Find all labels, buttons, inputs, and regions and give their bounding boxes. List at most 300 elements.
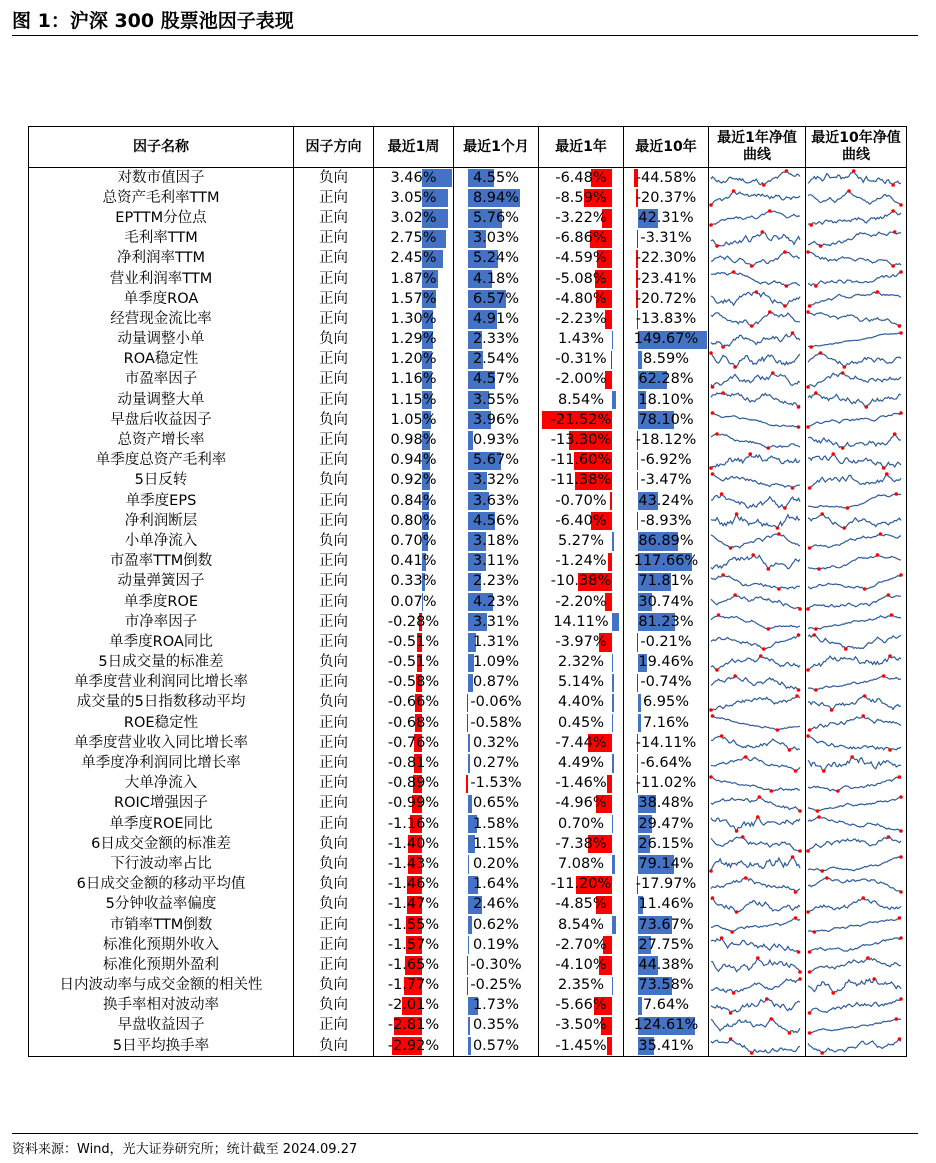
return-value: 1.31%	[472, 633, 520, 650]
return-value: 0.65%	[472, 795, 520, 812]
sparkline-extreme-dot	[847, 189, 851, 193]
return-cell-w1	[374, 915, 454, 935]
nav-sparkline	[709, 471, 806, 491]
return-cell-w1	[374, 814, 454, 834]
sparkline-cell	[709, 653, 806, 673]
factor-name: 单季度总资产毛利率	[29, 451, 294, 471]
sparkline-extreme-dot	[888, 749, 892, 753]
return-value: 8.54%	[557, 391, 605, 408]
sparkline-path	[808, 878, 901, 892]
sparkline-cell	[806, 350, 907, 370]
return-value: -0.58%	[470, 714, 522, 731]
sparkline-cell	[709, 612, 806, 632]
return-cell-y1	[539, 814, 624, 834]
sparkline-path	[808, 575, 901, 589]
nav-sparkline	[806, 915, 903, 935]
sparkline-path	[808, 797, 901, 811]
nav-sparkline	[709, 229, 806, 249]
sparkline-extreme-dot	[711, 896, 715, 900]
table-row	[29, 188, 907, 208]
sparkline-extreme-dot	[798, 607, 802, 611]
factor-direction: 负向	[294, 875, 374, 895]
sparkline-cell	[806, 511, 907, 531]
return-bar	[637, 754, 638, 772]
return-cell-y1	[539, 471, 624, 491]
return-value: 2.46%	[472, 896, 520, 913]
return-cell-y10	[624, 673, 709, 693]
factor-direction: 负向	[294, 693, 374, 713]
return-value: -8.59%	[555, 189, 607, 206]
sparkline-extreme-dot	[808, 728, 812, 732]
return-cell-y1	[539, 430, 624, 450]
sparkline-path	[808, 393, 901, 407]
sparkline-extreme-dot	[861, 896, 865, 900]
sparkline-path	[808, 191, 901, 205]
return-cell-y10	[624, 774, 709, 794]
return-cell-w1	[374, 208, 454, 228]
factor-direction: 正向	[294, 733, 374, 753]
return-cell-y10	[624, 632, 709, 652]
return-cell-m1	[454, 854, 539, 874]
sparkline-path	[808, 635, 901, 649]
sparkline-cell	[709, 410, 806, 430]
sparkline-path	[711, 958, 800, 972]
return-value: 0.33%	[390, 573, 437, 590]
sparkline-extreme-dot	[899, 997, 903, 1001]
return-value: 62.28%	[638, 371, 694, 388]
return-value: -18.12%	[635, 432, 697, 449]
return-value: 0.20%	[472, 855, 520, 872]
factor-name: 净利润断层	[29, 511, 294, 531]
return-cell-m1	[454, 733, 539, 753]
return-cell-m1	[454, 269, 539, 289]
sparkline-extreme-dot	[721, 573, 725, 577]
return-value: -20.72%	[635, 290, 697, 307]
sparkline-cell	[709, 713, 806, 733]
return-cell-m1	[454, 774, 539, 794]
return-cell-m1	[454, 451, 539, 471]
table-row	[29, 451, 907, 471]
nav-sparkline	[806, 754, 903, 774]
factor-name: 成交量的5日指数移动平均	[29, 693, 294, 713]
sparkline-path	[711, 595, 800, 609]
return-value: 19.46%	[638, 654, 694, 671]
sparkline-cell	[806, 188, 907, 208]
return-value: -20.37%	[635, 189, 697, 206]
return-value: 5.27%	[557, 532, 605, 549]
sparkline-extreme-dot	[841, 446, 845, 450]
sparkline-path	[808, 514, 901, 528]
table-row	[29, 733, 907, 753]
return-value: -1.43%	[387, 855, 440, 872]
nav-sparkline	[806, 491, 903, 511]
return-bar	[638, 714, 641, 732]
nav-sparkline	[806, 814, 903, 834]
sparkline-extreme-dot	[888, 654, 892, 658]
sparkline-path	[808, 474, 901, 488]
return-cell-m1	[454, 188, 539, 208]
return-bar	[468, 734, 470, 752]
return-value: 7.16%	[642, 714, 690, 731]
sparkline-path	[808, 373, 901, 387]
sparkline-extreme-dot	[890, 613, 894, 617]
return-bar	[637, 674, 638, 692]
factor-name: 5日成交量的标准差	[29, 653, 294, 673]
sparkline-path	[711, 454, 800, 468]
return-value: -4.59%	[555, 250, 607, 267]
sparkline-path	[808, 232, 901, 246]
sparkline-extreme-dot	[733, 674, 737, 678]
sparkline-extreme-dot	[777, 533, 781, 537]
sparkline-cell	[806, 854, 907, 874]
return-cell-w1	[374, 632, 454, 652]
sparkline-extreme-dot	[813, 930, 817, 934]
sparkline-extreme-dot	[872, 977, 876, 981]
sparkline-extreme-dot	[709, 870, 713, 874]
nav-sparkline	[806, 693, 903, 713]
factor-direction: 负向	[294, 330, 374, 350]
sparkline-extreme-dot	[788, 1031, 792, 1035]
factor-name: 单季度营业收入同比增长率	[29, 733, 294, 753]
sparkline-cell	[709, 733, 806, 753]
nav-sparkline	[709, 875, 806, 895]
return-cell-w1	[374, 753, 454, 773]
return-cell-m1	[454, 1036, 539, 1057]
factor-name: 单季度EPS	[29, 491, 294, 511]
table-row	[29, 390, 907, 410]
return-cell-y10	[624, 309, 709, 329]
sparkline-cell	[806, 370, 907, 390]
return-value: 6.57%	[472, 290, 520, 307]
sparkline-extreme-dot	[709, 224, 713, 228]
sparkline-path	[711, 857, 800, 871]
return-cell-y10	[624, 1036, 709, 1057]
return-value: 2.33%	[472, 331, 520, 348]
return-cell-y10	[624, 592, 709, 612]
sparkline-extreme-dot	[791, 331, 795, 335]
return-cell-w1	[374, 854, 454, 874]
sparkline-extreme-dot	[808, 1011, 812, 1015]
return-cell-w1	[374, 410, 454, 430]
sparkline-path	[808, 918, 901, 932]
return-value: 2.45%	[390, 250, 437, 267]
nav-sparkline	[709, 935, 806, 955]
nav-sparkline	[806, 733, 903, 753]
sparkline-extreme-dot	[843, 526, 847, 530]
return-value: -3.97%	[555, 633, 607, 650]
nav-sparkline	[709, 350, 806, 370]
return-value: 11.46%	[638, 896, 694, 913]
factor-name: 对数市值因子	[29, 168, 294, 189]
header-direction: 因子方向	[294, 127, 374, 168]
sparkline-extreme-dot	[850, 755, 854, 759]
return-cell-w1	[374, 552, 454, 572]
sparkline-cell	[806, 410, 907, 430]
factor-direction: 正向	[294, 269, 374, 289]
nav-sparkline	[709, 330, 806, 350]
sparkline-path	[711, 555, 800, 569]
return-value: -11.38%	[550, 472, 612, 489]
return-cell-y1	[539, 1036, 624, 1057]
sparkline-extreme-dot	[798, 977, 802, 981]
sparkline-path	[711, 736, 800, 750]
sparkline-extreme-dot	[899, 573, 903, 577]
nav-sparkline	[806, 431, 903, 451]
sparkline-extreme-dot	[797, 426, 801, 430]
nav-sparkline	[806, 229, 903, 249]
sparkline-extreme-dot	[797, 950, 801, 954]
return-value: -0.70%	[555, 492, 607, 509]
return-cell-m1	[454, 249, 539, 269]
return-value: -22.30%	[635, 250, 697, 267]
sparkline-extreme-dot	[806, 311, 810, 315]
factor-direction: 正向	[294, 632, 374, 652]
return-value: -23.41%	[635, 270, 697, 287]
sparkline-path	[808, 434, 901, 448]
nav-sparkline	[709, 854, 806, 874]
header-curve-1y: 最近1年净值曲线	[709, 127, 806, 168]
sparkline-path	[808, 676, 901, 690]
return-value: 4.23%	[472, 593, 520, 610]
sparkline-cell	[709, 814, 806, 834]
sparkline-path	[808, 979, 901, 993]
sparkline-cell	[709, 491, 806, 511]
sparkline-cell	[709, 249, 806, 269]
sparkline-path	[808, 716, 901, 730]
sparkline-cell	[709, 471, 806, 491]
sparkline-extreme-dot	[806, 385, 810, 389]
sparkline-cell	[709, 511, 806, 531]
sparkline-extreme-dot	[808, 304, 812, 308]
sparkline-extreme-dot	[720, 936, 724, 940]
factor-direction: 正向	[294, 1016, 374, 1036]
sparkline-path	[711, 434, 800, 448]
sparkline-extreme-dot	[831, 452, 835, 456]
nav-sparkline	[806, 269, 903, 289]
return-bar	[468, 936, 469, 954]
sparkline-extreme-dot	[794, 769, 798, 773]
table-row	[29, 410, 907, 430]
return-value: -11.02%	[635, 775, 697, 792]
sparkline-extreme-dot	[729, 1011, 733, 1015]
factor-direction: 负向	[294, 895, 374, 915]
nav-sparkline	[806, 410, 903, 430]
return-value: -1.65%	[387, 956, 440, 973]
nav-sparkline	[806, 774, 903, 794]
table-row	[29, 430, 907, 450]
sparkline-extreme-dot	[898, 325, 902, 329]
sparkline-cell	[806, 309, 907, 329]
return-value: 4.49%	[557, 755, 605, 772]
return-value: -21.52%	[550, 411, 612, 428]
sparkline-extreme-dot	[770, 1017, 774, 1021]
return-bar	[612, 754, 614, 772]
return-cell-y10	[624, 390, 709, 410]
sparkline-path	[808, 534, 901, 548]
return-value: 0.19%	[472, 936, 520, 953]
factor-direction: 正向	[294, 249, 374, 269]
sparkline-extreme-dot	[814, 688, 818, 692]
return-value: 43.24%	[638, 492, 694, 509]
return-value: -0.76%	[387, 734, 440, 751]
return-cell-w1	[374, 996, 454, 1016]
sparkline-extreme-dot	[762, 183, 766, 187]
sparkline-path	[808, 333, 901, 347]
sparkline-path	[808, 837, 901, 851]
sparkline-extreme-dot	[770, 789, 774, 793]
return-value: 1.20%	[390, 351, 437, 368]
return-cell-y10	[624, 370, 709, 390]
nav-sparkline	[709, 653, 806, 673]
return-value: 5.76%	[472, 209, 520, 226]
return-bar	[467, 694, 468, 712]
sparkline-cell	[806, 895, 907, 915]
nav-sparkline	[709, 895, 806, 915]
sparkline-cell	[806, 612, 907, 632]
sparkline-extreme-dot	[767, 446, 771, 450]
return-value: -0.89%	[387, 775, 440, 792]
return-cell-y10	[624, 976, 709, 996]
factor-direction: 负向	[294, 976, 374, 996]
return-bar	[612, 391, 616, 409]
nav-sparkline	[806, 895, 903, 915]
return-cell-m1	[454, 612, 539, 632]
sparkline-cell	[806, 1036, 907, 1057]
return-cell-y1	[539, 834, 624, 854]
return-bar	[611, 351, 612, 369]
table-row	[29, 996, 907, 1016]
return-value: -1.47%	[387, 896, 440, 913]
sparkline-extreme-dot	[808, 1031, 812, 1035]
return-cell-y1	[539, 370, 624, 390]
table-row	[29, 653, 907, 673]
return-cell-m1	[454, 794, 539, 814]
return-value: -1.46%	[555, 775, 607, 792]
sparkline-extreme-dot	[756, 815, 760, 819]
sparkline-extreme-dot	[806, 668, 810, 672]
factor-direction: 正向	[294, 552, 374, 572]
nav-sparkline	[709, 915, 806, 935]
return-cell-y1	[539, 390, 624, 410]
return-bar	[468, 1017, 470, 1035]
header-last-year: 最近1年	[539, 127, 624, 168]
sparkline-cell	[709, 693, 806, 713]
return-value: 3.63%	[472, 492, 520, 509]
return-value: 4.91%	[472, 310, 520, 327]
sparkline-extreme-dot	[882, 674, 886, 678]
factor-direction: 正向	[294, 309, 374, 329]
return-bar	[612, 977, 613, 995]
return-value: 8.59%	[642, 351, 690, 368]
sparkline-path	[711, 979, 800, 993]
sparkline-extreme-dot	[898, 1037, 902, 1041]
factor-name: 单季度ROE同比	[29, 814, 294, 834]
return-value: 1.30%	[390, 310, 437, 327]
return-value: -13.83%	[635, 310, 697, 327]
return-bar	[468, 855, 469, 873]
sparkline-path	[808, 757, 901, 771]
sparkline-cell	[806, 935, 907, 955]
return-cell-y10	[624, 693, 709, 713]
return-cell-m1	[454, 996, 539, 1016]
sparkline-cell	[806, 430, 907, 450]
factor-name: 总资产增长率	[29, 430, 294, 450]
sparkline-cell	[709, 451, 806, 471]
nav-sparkline	[709, 188, 806, 208]
sparkline-path	[711, 312, 800, 326]
return-cell-y10	[624, 753, 709, 773]
sparkline-extreme-dot	[893, 230, 897, 234]
return-cell-y10	[624, 653, 709, 673]
return-value: -0.58%	[387, 674, 440, 691]
return-cell-y10	[624, 511, 709, 531]
sparkline-extreme-dot	[776, 728, 780, 732]
sparkline-extreme-dot	[813, 634, 817, 638]
table-row	[29, 1036, 907, 1057]
sparkline-extreme-dot	[709, 775, 713, 779]
return-cell-m1	[454, 552, 539, 572]
sparkline-path	[808, 736, 901, 750]
return-value: 1.58%	[472, 815, 520, 832]
factor-direction: 正向	[294, 915, 374, 935]
return-cell-w1	[374, 229, 454, 249]
return-cell-m1	[454, 632, 539, 652]
return-cell-y10	[624, 330, 709, 350]
return-value: 27.75%	[638, 936, 694, 953]
return-cell-w1	[374, 774, 454, 794]
sparkline-extreme-dot	[899, 795, 903, 799]
nav-sparkline	[709, 1036, 806, 1056]
return-value: -0.06%	[470, 694, 522, 711]
return-value: 1.73%	[472, 997, 520, 1014]
table-row	[29, 552, 907, 572]
return-cell-m1	[454, 693, 539, 713]
factor-direction: 负向	[294, 531, 374, 551]
sparkline-extreme-dot	[825, 876, 829, 880]
factor-name: 6日成交金额的移动平均值	[29, 875, 294, 895]
sparkline-extreme-dot	[711, 385, 715, 389]
sparkline-path	[711, 918, 800, 932]
nav-sparkline	[709, 794, 806, 814]
nav-sparkline	[709, 814, 806, 834]
sparkline-path	[711, 534, 800, 548]
sparkline-cell	[806, 955, 907, 975]
sparkline-extreme-dot	[733, 365, 737, 369]
return-cell-y1	[539, 733, 624, 753]
return-value: 26.15%	[638, 835, 694, 852]
return-cell-y1	[539, 794, 624, 814]
return-value: 0.27%	[472, 755, 520, 772]
return-cell-y10	[624, 229, 709, 249]
sparkline-extreme-dot	[820, 512, 824, 516]
sparkline-extreme-dot	[785, 169, 789, 173]
sparkline-path	[711, 1019, 800, 1033]
return-value: 2.35%	[557, 977, 605, 994]
nav-sparkline	[806, 1036, 903, 1056]
return-value: -2.01%	[387, 997, 440, 1014]
return-cell-y1	[539, 774, 624, 794]
return-value: -2.92%	[387, 1037, 440, 1054]
sparkline-extreme-dot	[768, 311, 772, 315]
return-cell-w1	[374, 572, 454, 592]
sparkline-extreme-dot	[765, 997, 769, 1001]
sparkline-path	[808, 252, 901, 266]
sparkline-extreme-dot	[899, 936, 903, 940]
sparkline-cell	[709, 572, 806, 592]
return-cell-m1	[454, 753, 539, 773]
sparkline-extreme-dot	[820, 1051, 824, 1055]
return-value: 6.95%	[642, 694, 690, 711]
